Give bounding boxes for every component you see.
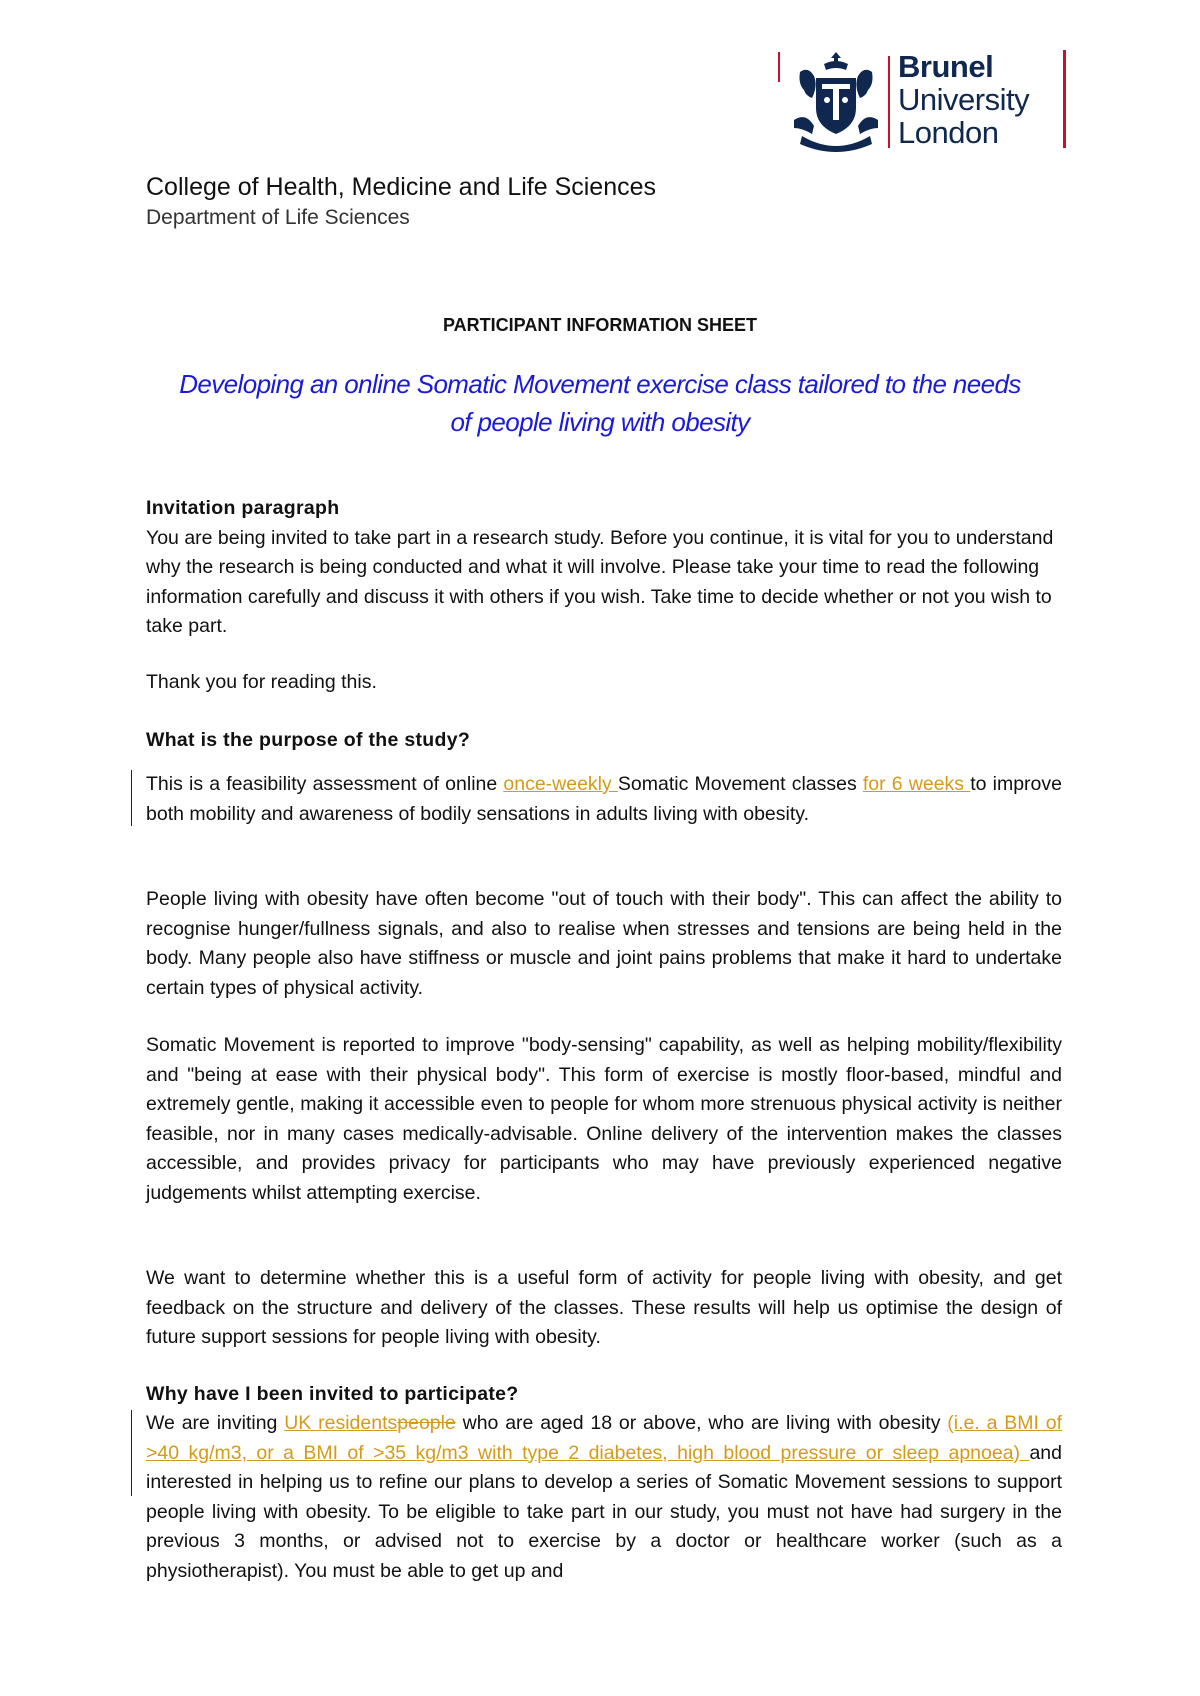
purpose-heading: What is the purpose of the study? [146,729,471,751]
study-title-line-2: of people living with obesity [450,407,750,437]
logo-divider [888,56,890,148]
purpose-heading-block [146,726,1062,756]
tracked-change-bar [131,770,132,826]
tracked-insertion[interactable]: once-weekly [503,773,618,795]
purpose-paragraph-4: We want to determine whether this is a useful form of activity for people living with obesity, and get feedback on the structure and delivery of the classes. These results will help us optimise the design of future support sessions for people living with obesity. [146,1267,1062,1348]
invitation-heading: Invitation paragraph [146,497,340,519]
university-logo [778,50,1068,154]
coat-of-arms-icon [790,50,882,152]
purpose-paragraph-2: People living with obesity have often become "out of touch with their body". This can affect the ability to recognise hunger/fullness signals, and also to realise when stresses and tensions are being held in the body. Many people also have stiffness or muscle and joint pains problems that make it hard to undertake certain types of physical activity. [146,888,1062,999]
invited-heading: Why have I been invited to participate? [146,1383,519,1405]
study-title [130,365,1070,441]
tracked-insertion[interactable]: (i.e. a BMI of >40 kg/m3, or a BMI of >35 kg/m3 with type 2 diabetes, high blood pressure or sleep apnoea) [146,1412,1062,1464]
invited-heading-block [146,1380,1062,1410]
logo-accent-bar-right [1063,50,1066,148]
logo-accent-bar [778,52,780,82]
logo-wordmark [898,50,1063,149]
sheet-title: PARTICIPANT INFORMATION SHEET [443,315,757,335]
tracked-deletion[interactable]: people [397,1412,456,1434]
thanks-text: Thank you for reading this. [146,671,377,693]
text-run: who are aged 18 or above, who are living with obesity [455,1412,948,1434]
invited-paragraph [146,1409,1062,1586]
college-name: College of Health, Medicine and Life Sciences [146,173,657,201]
purpose-paragraph-1 [146,770,1062,829]
tracked-insertion[interactable]: UK residents [284,1412,398,1434]
text-run: to improve both mobility and awareness of bodily sensations in adults living with obesity. [146,773,1062,825]
text-run: This is a feasibility assessment of online [146,773,504,795]
purpose-paragraph-3: Somatic Movement is reported to improve "body-sensing" capability, as well as helping mobility/flexibility and "being at ease with their physical body". This form of exercise is mostly floor-based, mindful and extremely gentle, making it accessible even to people for whom more strenuous physical activity is neither feasible, nor in many cases medically-advisable. Online delivery of the intervention makes the classes accessible, and provides privacy for participants who may have previously experienced negative judgements whilst attempting exercise. [146,1034,1062,1204]
text-run: We are inviting [146,1412,285,1434]
tracked-change-bar [131,1410,132,1496]
text-run: and interested in helping us to refine our plans to develop a series of Somatic Movement sessions to support people living with obesity. To be eligible to take part in our study, you must not have had surgery in the previous 3 months, or advised not to exercise by a doctor or healthcare worker (such as a physiotherapist). You must be able to get up and [146,1441,1062,1582]
text-run: Somatic Movement classes [617,773,863,795]
logo-line-3: London [898,115,999,150]
invitation-section [146,494,1062,642]
department-name: Department of Life Sciences [146,206,410,229]
logo-line-1: Brunel [898,49,994,84]
invitation-text: You are being invited to take part in a research study. Before you continue, it is vital for you to understand why the research is being conducted and what it will involve. Please take your time to read the following information carefully and discuss it with others if you wish. Take time to decide whether or not you wish to take part. [146,526,1054,637]
study-title-line-1: Developing an online Somatic Movement exercise class tailored to the needs [179,369,1021,399]
tracked-insertion[interactable]: for 6 weeks [862,773,971,795]
logo-line-2: University [898,82,1030,117]
